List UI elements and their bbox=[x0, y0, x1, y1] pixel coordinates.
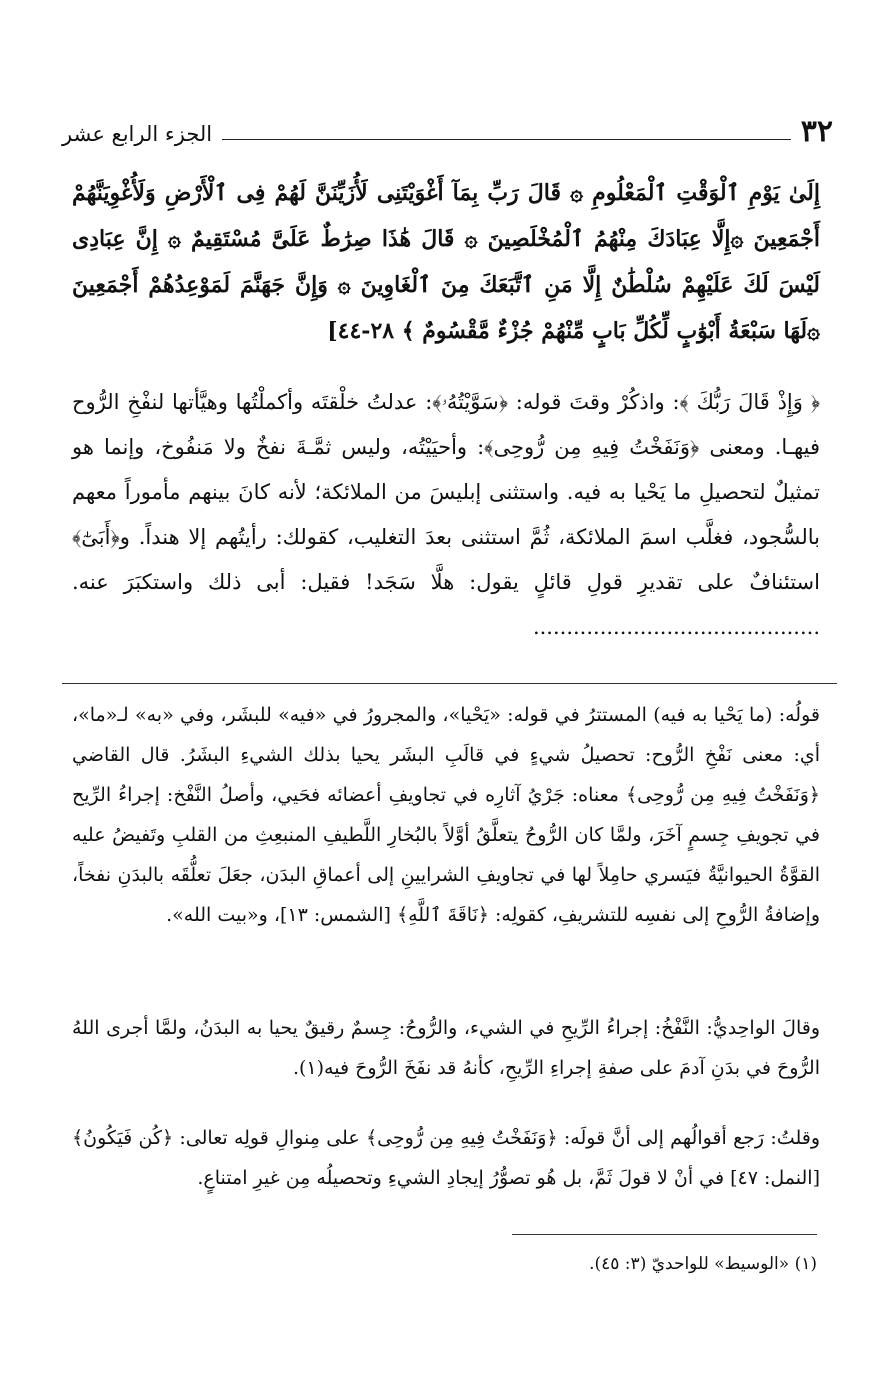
tafsir-paragraph: ﴿ وَإِذْ قَالَ رَبُّكَ ﴾: واذكُرْ وقتَ قوله: ﴿سَوَّيْتُهُۥ﴾: عدلتُ خلْقتَه وأكملْتُها وهيَّأتها لنفْخِ الرُّوح فيهـا. ومعنى ﴿وَنَفَخْتُ فِيهِ مِن رُّوحِى﴾: وأحيَيْتُه، وليس ثمَّـةَ نفخٌ ولا مَنفُوخ، وإنما هو تمثيلٌ لتحصيلِ ما يَحْيا به فيه. واستثنى إبليسَ من الملائكة؛ لأنه كانَ بينهم مأموراً معهم بالسُّجود، فغلَّب اسمَ الملائكة، ثُمَّ استثنى بعدَ التغليب، كقولك: رأيتُهم إلا هنداً. و﴿أَبَىٰٓ﴾ استئنافٌ على تقديرِ قولِ قائلٍ يقول: هلَّا سَجَد! فقيل: أبى ذلك واستكبَرَ عنه. ........................................... bbox=[72, 390, 820, 639]
footnote-text: (١) «الوسيط» للواحديّ (٣: ٤٥). bbox=[589, 1254, 817, 1274]
footnote bbox=[72, 1248, 817, 1280]
commentary-separator bbox=[62, 683, 837, 684]
commentary-paragraph-1 bbox=[72, 695, 820, 935]
running-title: الجزء الرابع عشر bbox=[62, 122, 213, 146]
page-number: ٣٢ bbox=[800, 114, 833, 149]
tafsir-main-text bbox=[72, 380, 820, 650]
page-header bbox=[62, 108, 833, 148]
commentary-text: وقلتُ: رَجع أقوالُهم إلى أنَّ قولَه: ﴿وَنَفَخْتُ فِيهِ مِن رُّوحِى﴾ على مِنوالِ قولِه تعالى: ﴿كُن فَيَكُونُ﴾ [النمل: ٤٧] في أنْ لا قولَ ثَمَّ، بل هُو تصوُّرُ إيجادِ الشيءِ وتحصيلُه مِن غيرِ امتناعٍ. bbox=[72, 1127, 820, 1189]
commentary-paragraph-2 bbox=[72, 1008, 820, 1088]
quran-verses bbox=[72, 170, 820, 354]
commentary-text: قولُه: (ما يَحْيا به فيه) المستترُ في قوله: «يَحْيا»، والمجرورُ في «فيه» للبشَر، وفي «به» لـ«ما»، أي: معنى نَفْخِ الرُّوح: تحصيلُ شيءٍ في قالَبِ البشَر يحيا بذلك الشيءِ البشَرُ. قال القاضي ﴿وَنَفَخْتُ فِيهِ مِن رُّوحِى﴾ معناه: جَرْيُ آثارِه في تجاويفِ أعضائه فحَيي، وأصلُ النَّفْخ: إجراءُ الرِّيح في تجويفِ جِسمٍ آخَرَ، ولمَّا كان الرُّوحُ يتعلَّقُ أوَّلاً بالبُخارِ اللَّطيفِ المنبعِثِ من القلبِ وتَفيضُ عليه القوَّةُ الحيوانيَّةُ فيَسري حامِلاً لها في تجاويفِ الشرايينِ إلى أعماقِ البدَن، جعَلَ تعلُّقَه بالبدَنِ نفخاً، وإضافةُ الرُّوحِ إلى نفسِه للتشريفِ، كقولِه: ﴿نَاقَةَ ٱللَّهِ﴾ [الشمس: ١٣]، و«بيت الله». bbox=[72, 704, 820, 926]
commentary-text: وقالَ الواحِديُّ: النَّفْخُ: إجراءُ الرِّيحِ في الشيء، والرُّوحُ: جِسمٌ رقيقٌ يحيا به البدَنُ، ولمَّا أجرى اللهُ الرُّوحَ في بدَنِ آدمَ على صفةِ إجراءِ الرِّيحِ، كأنهُ قد نفَخَ الرُّوحَ فيه(١). bbox=[72, 1017, 820, 1079]
quran-text: إِلَىٰ يَوْمِ ٱلْوَقْتِ ٱلْمَعْلُومِ ۞ قَالَ رَبِّ بِمَآ أَغْوَيْتَنِى لَأُزَيِّنَنَّ لَهُمْ فِى ٱلْأَرْضِ وَلَأُغْوِيَنَّهُمْ أَجْمَعِينَ ۞إِلَّا عِبَادَكَ مِنْهُمُ ٱلْمُخْلَصِينَ ۞ قَالَ هَٰذَا صِرَٰطٌ عَلَىَّ مُسْتَقِيمٌ ۞ إِنَّ عِبَادِى لَيْسَ لَكَ عَلَيْهِمْ سُلْطَٰنٌ إِلَّا مَنِ ٱتَّبَعَكَ مِنَ ٱلْغَاوِينَ ۞ وَإِنَّ جَهَنَّمَ لَمَوْعِدُهُمْ أَجْمَعِينَ ۞لَهَا سَبْعَةُ أَبْوَٰبٍ لِّكُلِّ بَابٍ مِّنْهُمْ جُزْءٌ مَّقْسُومٌ ﴾ ٢٨-٤٤] bbox=[72, 180, 820, 344]
commentary-paragraph-3 bbox=[72, 1118, 820, 1198]
footnote-rule bbox=[512, 1234, 817, 1235]
header-rule bbox=[222, 139, 791, 140]
